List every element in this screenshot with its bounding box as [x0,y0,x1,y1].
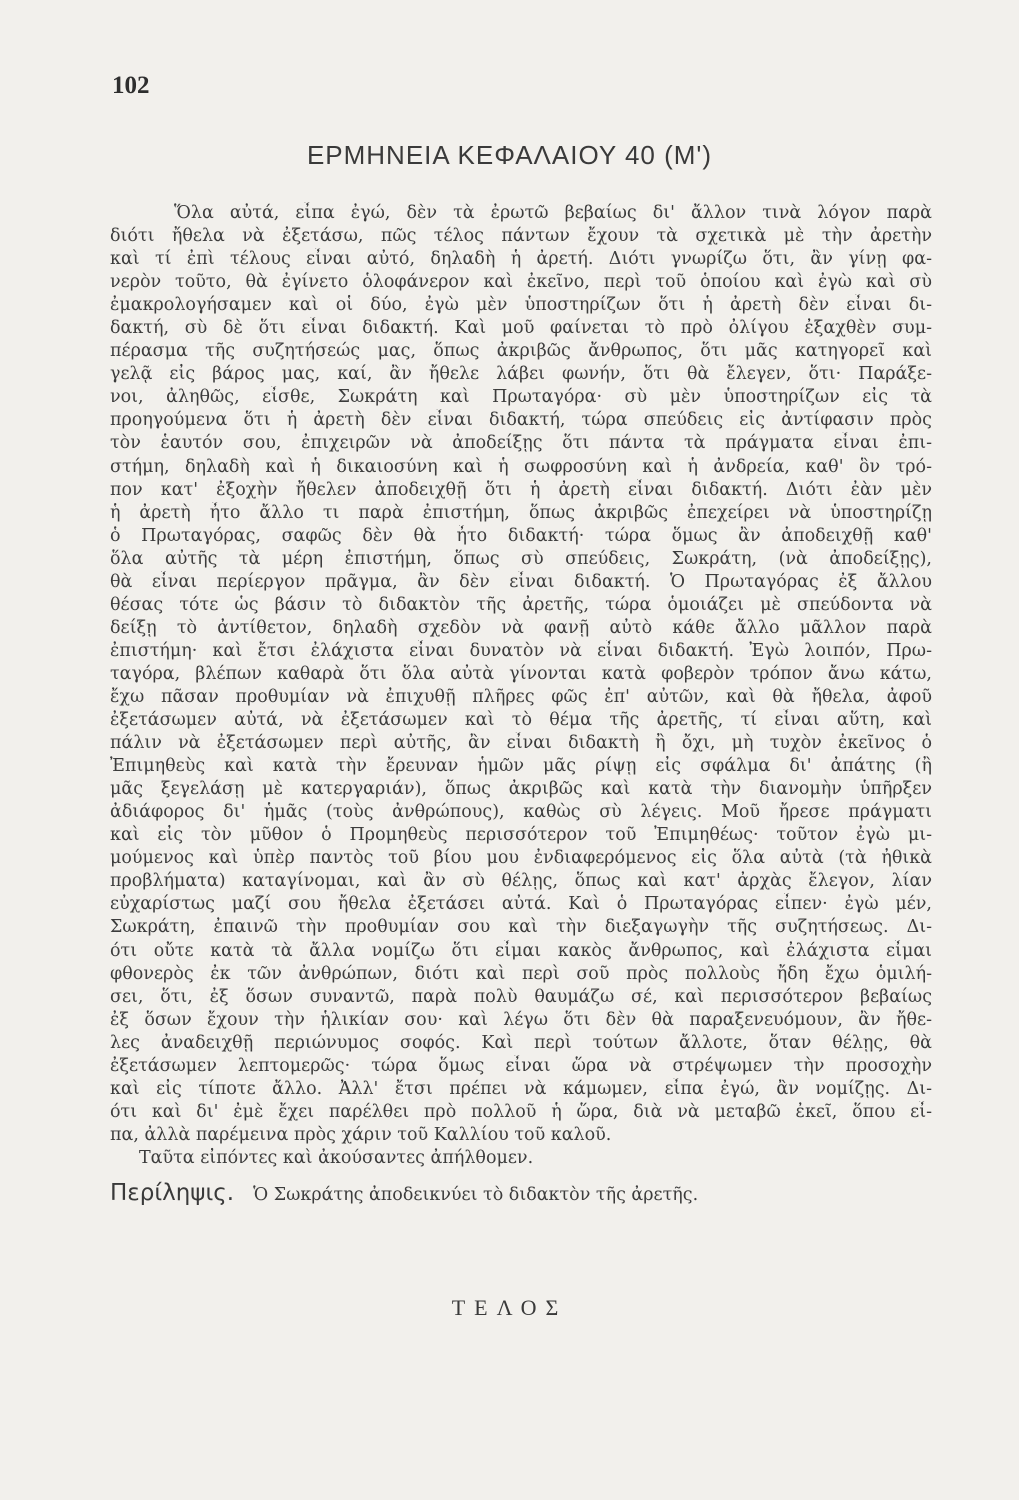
text-line: καὶ εἰς τίποτε ἄλλο. Ἀλλ' ἔτσι πρέπει νὰ κάμωμεν, εἶπα ἐγώ, ἂν νομίζῃς. Δι- [110,1078,932,1099]
text-line: σει, ὅτι, ἐξ ὅσων συναντῶ, παρὰ πολὺ θαυμάζω σέ, καὶ περισσότερον βεβαίως [110,986,932,1007]
page-number: 102 [112,72,150,99]
text-line: Ἐπιμηθεὺς καὶ κατὰ τὴν ἔρευναν ἡμῶν μᾶς ρίψῃ εἰς σφάλμα δι' ἀπάτης (ἢ [110,756,932,777]
text-line: Ὅλα αὐτά, εἶπα ἐγώ, δὲν τὰ ἐρωτῶ βεβαίως δι' ἄλλον τινὰ λόγον παρὰ [174,203,932,223]
text-line: ὅλα αὐτῆς τὰ μέρη ἐπιστήμη, ὅπως σὺ σπεύδεις, Σωκράτη, (νὰ ἀποδείξῃς), [110,548,932,569]
text-line: ἐπιστήμη· καὶ ἔτσι ἐλάχιστα εἶναι δυνατὸν νὰ εἶναι διδακτή. Ἐγὼ λοιπόν, Πρω- [110,640,932,661]
text-line: ταγόρα, βλέπων καθαρὰ ὅτι ὅλα αὐτὰ γίνονται κατὰ φοβερὸν τρόπον ἄνω κάτω, [110,663,932,684]
text-line: διότι ἤθελα νὰ ἐξετάσω, πῶς τέλος πάντων ἔχουν τὰ σχετικὰ μὲ τὴν ἀρετὴν [110,226,932,247]
text-line: Σωκράτη, ἐπαινῶ τὴν προθυμίαν σου καὶ τὴν διεξαγωγὴν τῆς συζητήσεως. Δι- [110,917,932,938]
text-line: ἔχω πᾶσαν προθυμίαν νὰ ἐπιχυθῇ πλῆρες φῶς ἐπ' αὐτῶν, καὶ θὰ ἤθελα, ἀφοῦ [110,686,932,707]
text-line: μᾶς ξεγελάσῃ μὲ κατεργαριάν), ὅπως ἀκριβῶς καὶ κατὰ τὴν διανομὴν ὑπῆρξεν [110,779,932,800]
text-line: προβλήματα) καταγίνομαι, καὶ ἂν σὺ θέλῃς, ὅπως καὶ κατ' ἀρχὰς ἔλεγον, λίαν [110,871,932,892]
text-line: πάλιν νὰ ἐξετάσωμεν περὶ αὐτῆς, ἂν εἶναι διδακτὴ ἢ ὄχι, μὴ τυχὸν ἐκεῖνος ὁ [110,733,932,754]
text-line: προηγούμενα ὅτι ἡ ἀρετὴ δὲν εἶναι διδακτή, τώρα σπεύδεις εἰς ἀντίφασιν πρὸς [110,410,932,431]
body-text [110,202,932,1170]
text-line: πον κατ' ἐξοχὴν ἤθελεν ἀποδειχθῇ ὅτι ἡ ἀρετὴ εἶναι διδακτή. Διότι ἐὰν μὲν [110,479,932,500]
text-line: δακτή, σὺ δὲ ὅτι εἶναι διδακτή. Καὶ μοῦ φαίνεται τὸ πρὸ ὀλίγου ἐξαχθὲν συμ- [110,318,932,339]
text-line: νερὸν τοῦτο, θὰ ἐγίνετο ὁλοφάνερον καὶ ἐκεῖνο, περὶ τοῦ ὁποίου καὶ ἐγὼ καὶ σὺ [110,272,932,293]
summary-label: Περίληψις. [110,1180,235,1206]
text-line: καὶ εἰς τὸν μῦθον ὁ Προμηθεὺς περισσότερον τοῦ Ἐπιμηθέως· τοῦτον ἐγὼ μι- [110,825,932,846]
text-line: μούμενος καὶ ὑπὲρ παντὸς τοῦ βίου μου ἐνδιαφερόμενος εἰς ὅλα αὐτὰ (τὰ ἠθικὰ [110,848,932,869]
text-line: πα, ἀλλὰ παρέμεινα πρὸς χάριν τοῦ Καλλίου τοῦ καλοῦ. [110,1124,612,1145]
text-line: τὸν ἑαυτόν σου, ἐπιχειρῶν νὰ ἀποδείξῃς ὅτι πάντα τὰ πράγματα εἶναι ἐπι- [110,433,932,454]
text-line: ἀδιάφορος δι' ἡμᾶς (τοὺς ἀνθρώπους), καθὼς σὺ λέγεις. Μοῦ ἤρεσε πράγματι [110,802,932,823]
text-line: ὁ Πρωταγόρας, σαφῶς δὲν θὰ ἦτο διδακτή· τώρα ὅμως ἂν ἀποδειχθῇ καθ' [110,525,932,546]
chapter-title: ΕΡΜΗΝΕΙΑ ΚΕΦΑΛΑΙΟΥ 40 (Μ') [306,140,713,170]
text-line: νοι, ἀληθῶς, εἶσθε, Σωκράτη καὶ Πρωταγόρα· σὺ μὲν ὑποστηρίζων εἰς τὰ [110,387,932,408]
closing-line: Ταῦτα εἰπόντες καὶ ἀκούσαντες ἀπήλθομεν. [139,1147,534,1168]
text-line: φθονερὸς ἐκ τῶν ἀνθρώπων, διότι καὶ περὶ σοῦ πρὸς πολλοὺς ἤδη ἔχω ὁμιλή- [110,963,932,984]
text-line: θέσας τότε ὡς βάσιν τὸ διδακτὸν τῆς ἀρετῆς, τώρα ὁμοιάζει μὲ σπεύδοντα νὰ [110,594,932,615]
text-line: εὐχαρίστως μαζί σου ἤθελα ἐξετάσει αὐτά. Καὶ ὁ Πρωταγόρας εἶπεν· ἐγὼ μέν, [110,894,932,915]
summary-text: Ὁ Σωκράτης ἀποδεικνύει τὸ διδακτὸν τῆς ἀρετῆς. [253,1185,699,1205]
text-line: δείξῃ τὸ ἀντίθετον, δηλαδὴ σχεδὸν νὰ φανῇ αὐτὸ κάθε ἄλλο μᾶλλον παρὰ [110,617,932,638]
text-line: ἐξ ὅσων ἔχουν τὴν ἡλικίαν σου· καὶ λέγω ὅτι δὲν θὰ παραξενευόμουν, ἂν ἤθε- [110,1009,932,1030]
text-line: ἐμακρολογήσαμεν καὶ οἱ δύο, ἐγὼ μὲν ὑποστηρίζων ὅτι ἡ ἀρετὴ δὲν εἶναι δι- [110,295,932,316]
text-line: πέρασμα τῆς συζητήσεώς μας, ὅπως ἀκριβῶς ἄνθρωπος, ὅτι μᾶς κατηγορεῖ καὶ [110,341,932,362]
text-line: ἡ ἀρετὴ ἦτο ἄλλο τι παρὰ ἐπιστήμη, ὅπως ἀκριβῶς ἐπεχείρει νὰ ὑποστηρίζῃ [110,502,932,523]
text-line: ἐξετάσωμεν αὐτά, νὰ ἐξετάσωμεν καὶ τὸ θέμα τῆς ἀρετῆς, τί εἶναι αὕτη, καὶ [110,710,932,731]
text-line: γελᾷ εἰς βάρος μας, καί, ἂν ἤθελε λάβει φωνήν, ὅτι θὰ ἔλεγεν, ὅτι· Παράξε- [110,364,932,385]
end-mark: ΤΕΛΟΣ [451,1295,568,1320]
text-line: θὰ εἶναι περίεργον πρᾶγμα, ἂν δὲν εἶναι διδακτή. Ὁ Πρωταγόρας ἐξ ἄλλου [110,571,932,592]
text-line: ἐξετάσωμεν λεπτομερῶς· τώρα ὅμως εἶναι ὥρα νὰ στρέψωμεν τὴν προσοχὴν [110,1055,932,1076]
text-line: καὶ τί ἐπὶ τέλους εἶναι αὐτό, δηλαδὴ ἡ ἀρετή. Διότι γνωρίζω ὅτι, ἂν γίνῃ φα- [110,249,932,270]
text-line: ότι οὔτε κατὰ τὰ ἄλλα νομίζω ὅτι εἶμαι κακὸς ἄνθρωπος, καὶ ἐλάχιστα εἶμαι [110,940,932,961]
text-line: λες ἀναδειχθῇ περιώνυμος σοφός. Καὶ περὶ τούτων ἄλλοτε, ὅταν θέλῃς, θὰ [110,1032,932,1053]
text-line: στήμη, δηλαδὴ καὶ ἡ δικαιοσύνη καὶ ἡ σωφροσύνη καὶ ἡ ἀνδρεία, καθ' ὃν τρό- [110,456,932,477]
summary [110,1180,932,1206]
text-line: ότι καὶ δι' ἐμὲ ἔχει παρέλθει πρὸ πολλοῦ ἡ ὥρα, διὰ νὰ μεταβῶ ἐκεῖ, ὅπου εἶ- [110,1101,932,1122]
